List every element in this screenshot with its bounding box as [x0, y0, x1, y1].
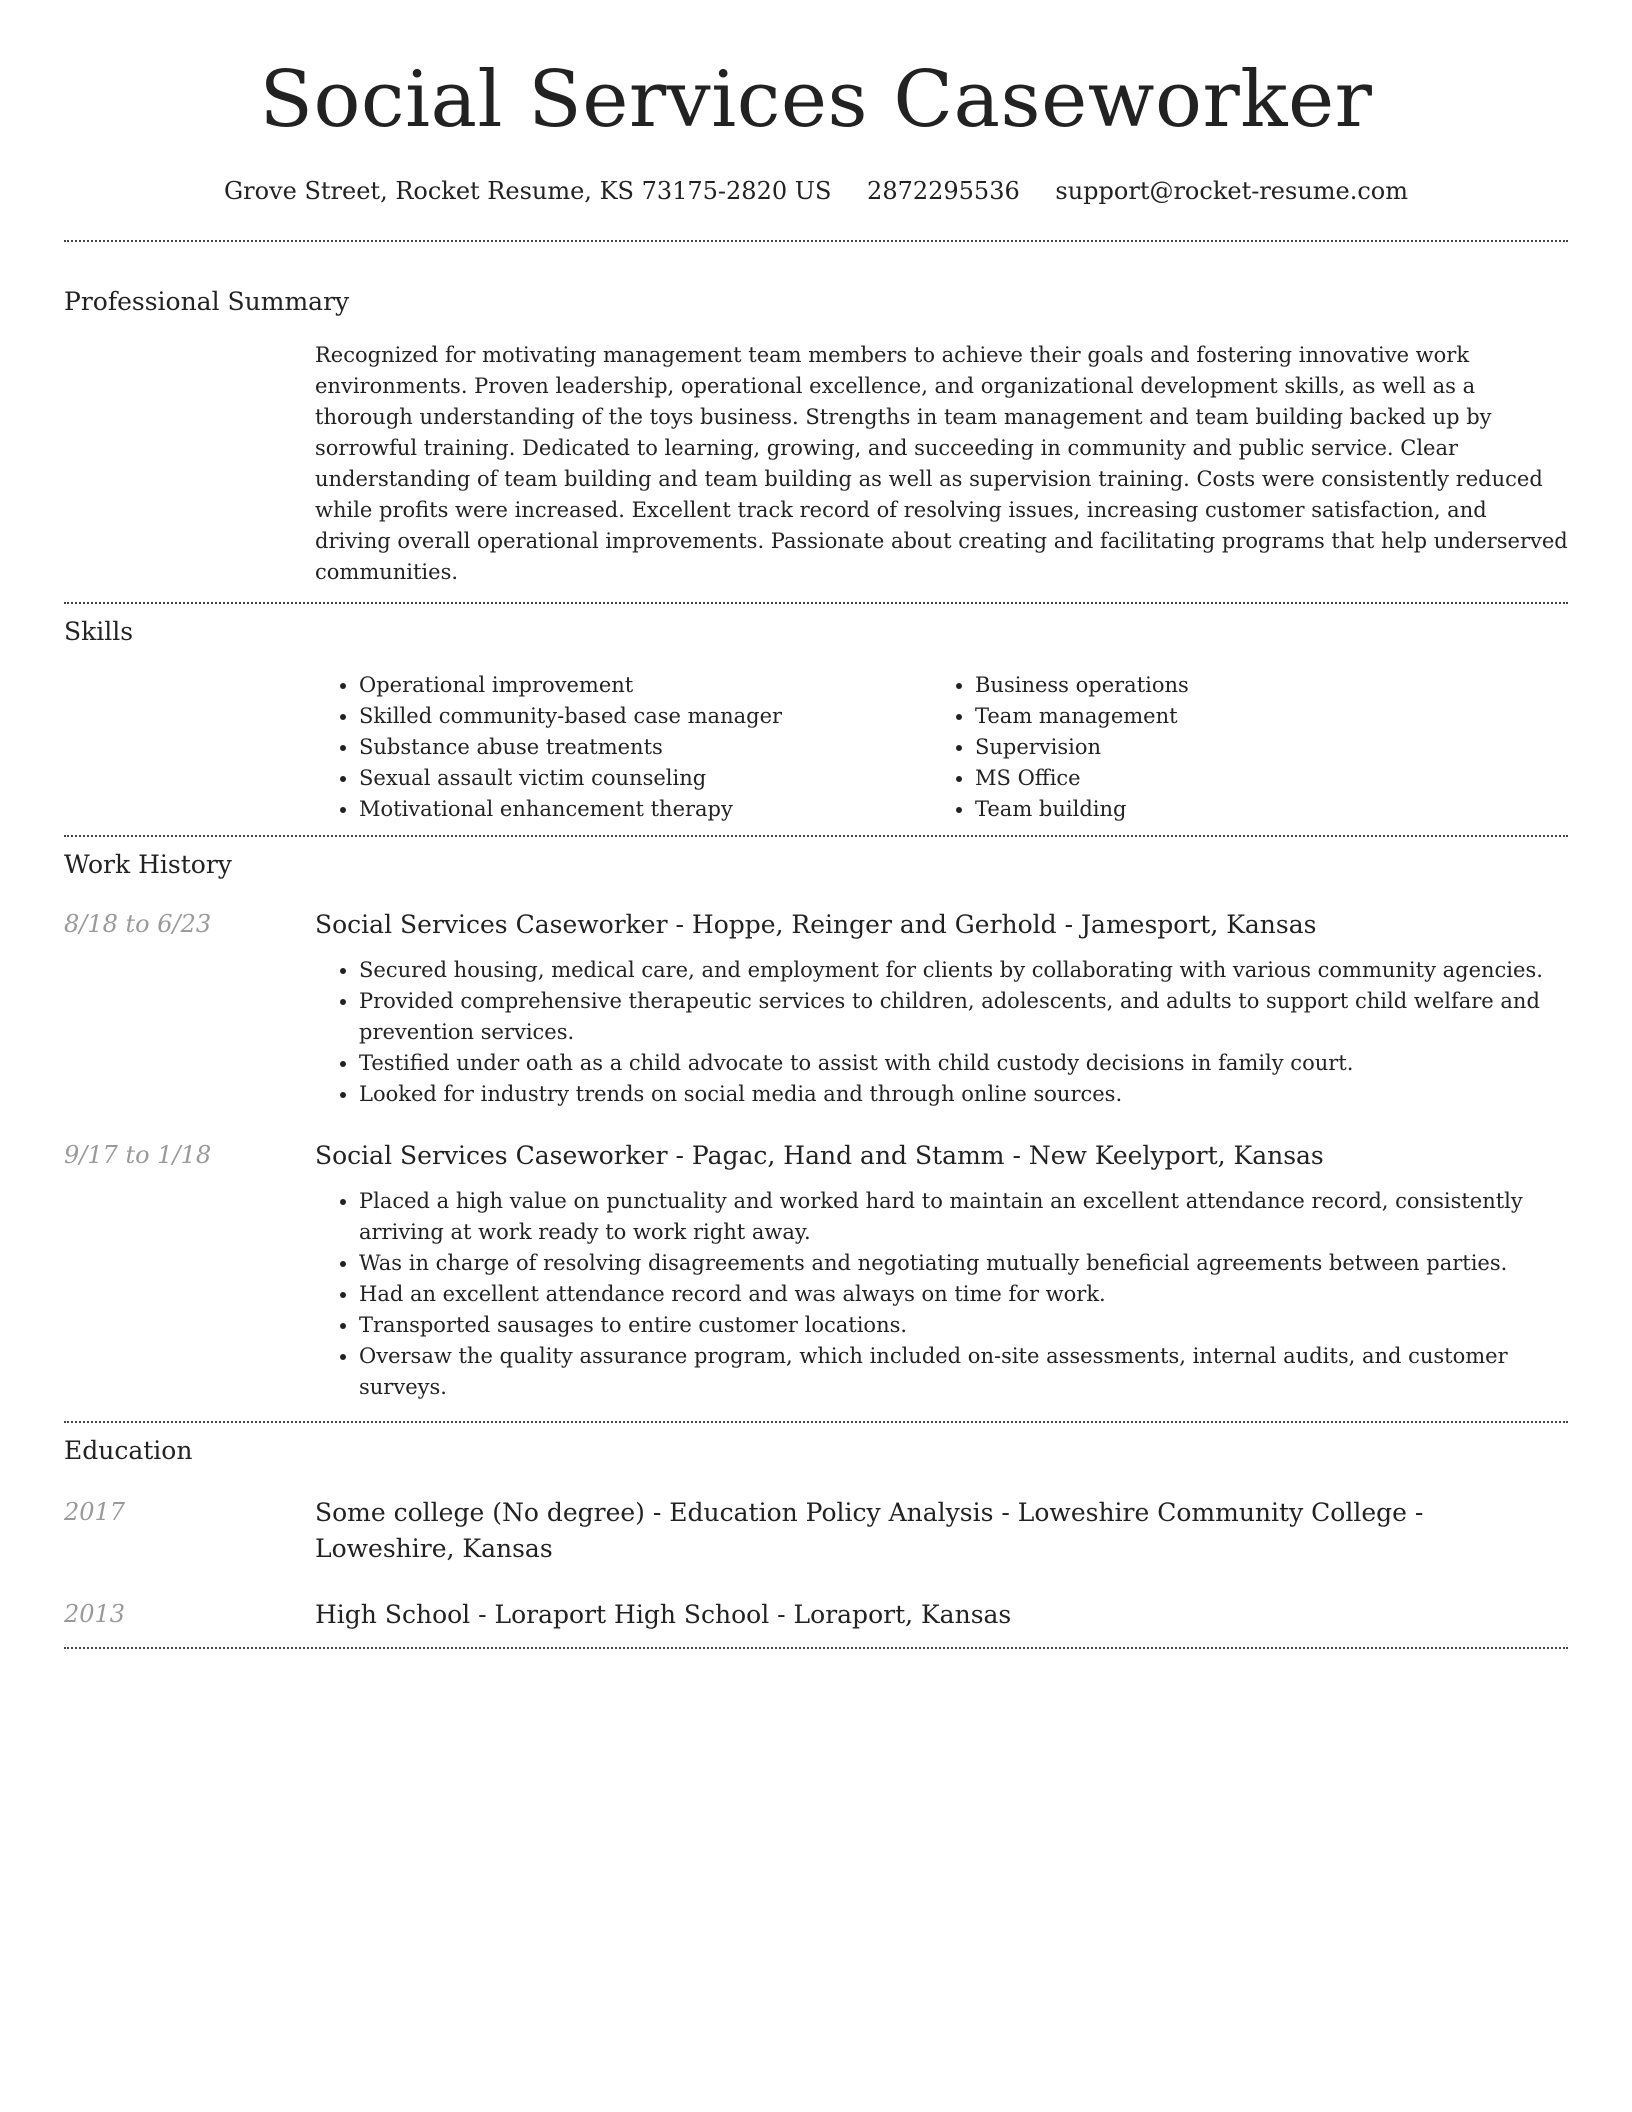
education-year: 2017 — [64, 1498, 126, 1526]
candidate-name: Social Services Caseworker — [259, 55, 1373, 145]
job-entry — [64, 907, 1568, 1110]
contact-line — [64, 176, 1568, 206]
skills-section — [64, 604, 1568, 835]
job-bullet: • Provided comprehensive therapeutic services to children, adolescents, and adults to support child welfare and prevention services. — [359, 986, 1568, 1048]
section-title-skills: Skills — [64, 617, 134, 646]
work-entries — [64, 907, 1568, 1403]
job-employer-location: - Pagac, Hand and Stamm - New Keelyport, Kansas — [667, 1141, 1324, 1170]
skill-item: • Business operations — [975, 670, 1189, 701]
job-dates: 9/17 to 1/18 — [64, 1141, 212, 1169]
skills-list-left — [315, 670, 931, 825]
job-bullet: • Secured housing, medical care, and employment for clients by collaborating with various community agencies. — [359, 955, 1568, 986]
education-title-line — [315, 1597, 1568, 1633]
education-entry — [64, 1597, 1568, 1633]
education-entries — [64, 1495, 1568, 1633]
job-dates: 8/18 to 6/23 — [64, 910, 212, 938]
work-history-section — [64, 837, 1568, 1421]
education-body — [315, 1495, 1568, 1567]
skills-columns — [315, 670, 1568, 825]
education-section — [64, 1423, 1568, 1647]
job-title-line — [315, 1138, 1568, 1174]
job-bullet: • Had an excellent attendance record and was always on time for work. — [359, 1279, 1568, 1310]
skill-item: • Team building — [975, 794, 1189, 825]
skill-item: • Team management — [975, 701, 1189, 732]
job-bullet: • Transported sausages to entire customer locations. — [359, 1310, 1568, 1341]
job-bullet: • Placed a high value on punctuality and worked hard to maintain an excellent attendance record, consistently arriving at work ready to work right away. — [359, 1186, 1568, 1248]
education-year: 2013 — [64, 1600, 126, 1628]
job-title-line — [315, 907, 1568, 943]
job-role: Social Services Caseworker — [315, 1141, 668, 1170]
job-body — [315, 1138, 1568, 1403]
education-entry — [64, 1495, 1568, 1567]
summary-text: Recognized for motivating management team members to achieve their goals and fostering innovative work environments. Proven leadership, operational excellence, and organizational development skills, as well as a thorough understanding of the toys business. Strengths in team management and team building backed up by sorrowful training. Dedicated to learning, growing, and succeeding in community and public service. Clear understanding of team building and team building as well as supervision training. Costs were consistently reduced while profits were increased. Excellent track record of resolving issues, increasing customer satisfaction, and driving overall operational improvements. Passionate about creating and facilitating programs that help underserved communities. — [315, 343, 1568, 584]
skill-item: • Supervision — [975, 732, 1189, 763]
skill-item: • Skilled community-based case manager — [359, 701, 931, 732]
skill-item: • MS Office — [975, 763, 1189, 794]
skill-item: • Operational improvement — [359, 670, 931, 701]
job-bullet: • Oversaw the quality assurance program, which included on-site assessments, internal audits, and customer surveys. — [359, 1341, 1568, 1403]
job-entry — [64, 1138, 1568, 1403]
contact-phone: 2872295536 — [867, 177, 1020, 205]
contact-email: support@rocket-resume.com — [1055, 177, 1409, 205]
divider — [64, 1647, 1568, 1649]
job-bullet: • Was in charge of resolving disagreements and negotiating mutually beneficial agreements between parties. — [359, 1248, 1568, 1279]
skill-item: • Substance abuse treatments — [359, 732, 931, 763]
contact-address: Grove Street, Rocket Resume, KS 73175-2820 US — [223, 177, 832, 205]
section-title-education: Education — [64, 1436, 193, 1465]
skills-list-right — [931, 670, 1189, 825]
education-school-location: - Loraport High School - Loraport, Kansas — [470, 1600, 1012, 1629]
job-bullets — [315, 955, 1568, 1110]
skill-item: • Motivational enhancement therapy — [359, 794, 931, 825]
skill-item: • Sexual assault victim counseling — [359, 763, 931, 794]
resume-header — [64, 0, 1568, 206]
professional-summary-section — [64, 242, 1568, 602]
job-body — [315, 907, 1568, 1110]
job-role: Social Services Caseworker — [315, 910, 668, 939]
section-title-work: Work History — [64, 850, 232, 879]
job-bullet: • Testified under oath as a child advocate to assist with child custody decisions in family court. — [359, 1048, 1568, 1079]
education-body — [315, 1597, 1568, 1633]
job-bullets — [315, 1186, 1568, 1403]
education-title-line — [315, 1495, 1568, 1567]
section-title-summary: Professional Summary — [64, 287, 350, 316]
job-employer-location: - Hoppe, Reinger and Gerhold - Jamesport, Kansas — [667, 910, 1317, 939]
job-bullet: • Looked for industry trends on social media and through online sources. — [359, 1079, 1568, 1110]
education-degree: Some college (No degree) - Education Policy Analysis — [315, 1498, 994, 1527]
education-school-location: - Loweshire Community College - Loweshire, Kansas — [315, 1498, 1424, 1563]
education-degree: High School — [315, 1600, 471, 1629]
